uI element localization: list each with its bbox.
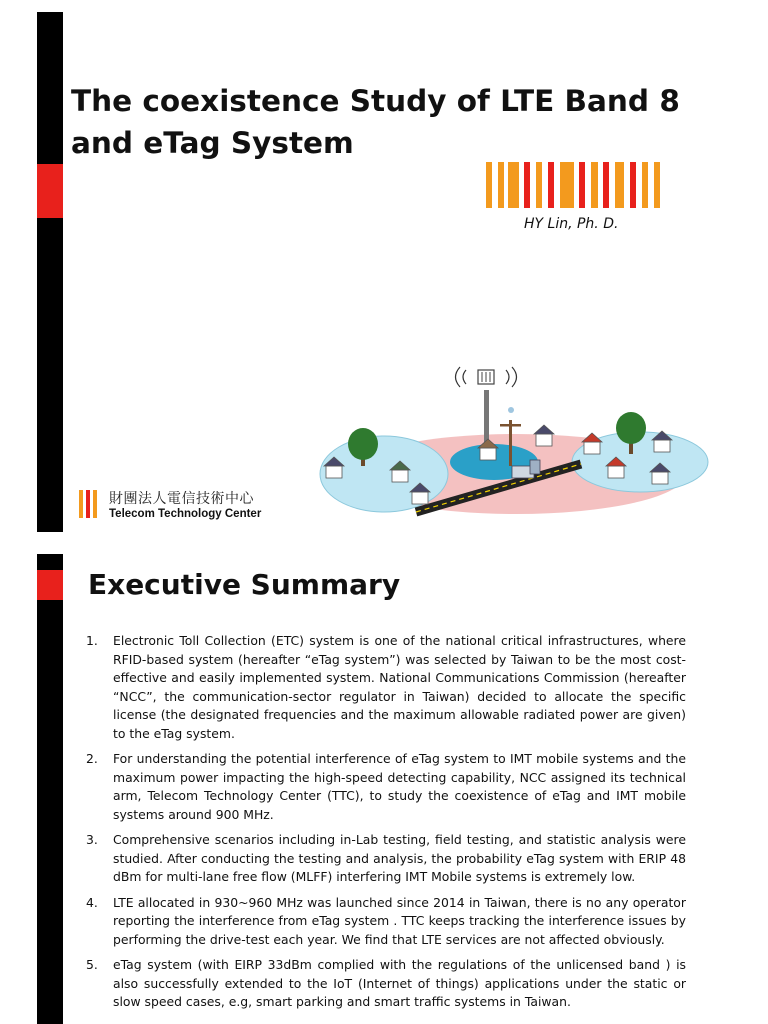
list-item-text: LTE allocated in 930~960 MHz was launched since 2014 in Taiwan, there is no any operator reporting the interference from eTag system . TTC keeps tracking the interference issues by performing the drive-test each year. We find that LTE services are not affected obviously. (113, 894, 686, 947)
ttc-logo-english-name: Telecom Technology Center (109, 508, 262, 520)
ttc-logo (79, 488, 299, 524)
list-item-text: eTag system (with EIRP 33dBm complied with the regulations of the unlicensed band ) is also successfully extended to the IoT (Internet of things) applications under the static or slow speed cases, e.g, smart parking and smart traffic systems in Taiwan. (113, 957, 686, 1009)
list-item-number: 1. (86, 633, 98, 648)
ttc-logo-chinese-name: 財團法人電信技術中心 (109, 491, 254, 507)
list-item (86, 956, 686, 1012)
network-coverage-illustration (316, 362, 712, 522)
slide-title: The coexistence Study of LTE Band 8 and eTag System (71, 84, 680, 160)
list-item (86, 632, 686, 743)
list-item-text: For understanding the potential interference of eTag system to IMT mobile systems and the maximum power impacting the high-speed detecting capability, NCC assigned its technical arm, Telecom Technology Center (TTC), to study the coexistence of eTag and IMT mobile systems around 900 MHz. (113, 751, 686, 822)
list-item-text: Comprehensive scenarios including in-Lab testing, field testing, and statistic analysis were studied. After conducting the testing and analysis, the probability eTag system with ERIP 48 dBm for multi-lane free flow (MLFF) interfering IMT Mobile systems is extremely low. (113, 832, 686, 884)
list-item-text: Electronic Toll Collection (ETC) system is one of the national critical infrastructures, where RFID-based system (hereafter “eTag system”) was selected by Taiwan to be the most cost-effective and easily implemented system. National Communications Commission (hereafter “NCC”, the communication-sector regulator in Taiwan) decided to allocate the specific license (the designated frequencies and the maximum allowable radiated power are given) to the eTag system. (113, 633, 686, 741)
barcode-stripes-graphic (484, 162, 664, 208)
list-item-number: 2. (86, 751, 98, 766)
author-name: HY Lin, Ph. D. (524, 216, 619, 232)
summary-heading: Executive Summary (88, 568, 401, 601)
side-bar (37, 12, 63, 532)
side-bar-red-accent (37, 164, 63, 218)
list-item (86, 831, 686, 887)
slide-separator (0, 532, 768, 554)
summary-list (86, 632, 686, 1019)
side-bar-red-accent (37, 570, 63, 600)
list-item (86, 750, 686, 824)
list-item (86, 894, 686, 950)
list-item-number: 4. (86, 894, 98, 910)
summary-slide (0, 554, 768, 1024)
list-item-number: 5. (86, 957, 98, 972)
side-bar (37, 554, 63, 1024)
ttc-logo-mark-icon (79, 490, 101, 518)
list-item-number: 3. (86, 832, 98, 847)
